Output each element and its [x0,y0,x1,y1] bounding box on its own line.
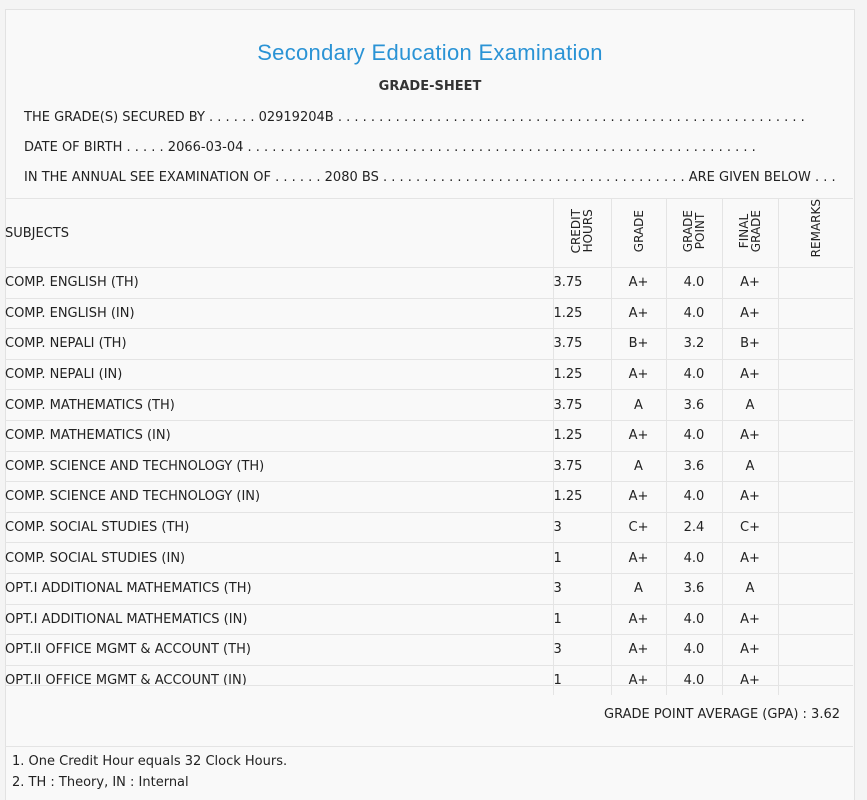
grade-cell: A+ [611,543,666,574]
grade-point-cell: 3.6 [666,390,722,421]
table-row [5,543,853,574]
remarks-cell [778,512,853,543]
grade-cell: C+ [611,512,666,543]
final-grade-cell: A [722,573,778,604]
grade-point-cell: 4.0 [666,420,722,451]
final-grade-cell: A+ [722,604,778,635]
subject-cell: COMP. SCIENCE AND TECHNOLOGY (IN) [5,482,553,513]
credit-hours-cell: 1.25 [553,420,611,451]
subject-cell: COMP. SOCIAL STUDIES (TH) [5,512,553,543]
remarks-cell [778,635,853,666]
grade-point-cell: 2.4 [666,512,722,543]
remarks-cell [778,604,853,635]
table-row [5,268,853,299]
subject-cell: OPT.II OFFICE MGMT & ACCOUNT (TH) [5,635,553,666]
subject-cell: COMP. ENGLISH (TH) [5,268,553,299]
final-grade-cell: A+ [722,359,778,390]
remarks-cell [778,451,853,482]
grade-cell: A+ [611,359,666,390]
header-grade-point: GRADE POINT [666,199,722,268]
remarks-cell [778,390,853,421]
credit-hours-cell: 3.75 [553,390,611,421]
grade-cell: A [611,451,666,482]
grade-cell: A+ [611,635,666,666]
final-grade-cell: A+ [722,268,778,299]
final-grade-cell: A+ [722,482,778,513]
final-grade-cell: A+ [722,635,778,666]
table-row [5,512,853,543]
subject-cell: COMP. SOCIAL STUDIES (IN) [5,543,553,574]
credit-hours-cell: 3 [553,512,611,543]
grade-cell: A+ [611,604,666,635]
final-grade-cell: A [722,390,778,421]
remarks-cell [778,420,853,451]
table-row [5,482,853,513]
grade-sheet-heading: GRADE-SHEET [378,79,482,94]
remarks-cell [778,298,853,329]
grade-cell: A+ [611,298,666,329]
grade-point-cell: 4.0 [666,482,722,513]
final-grade-cell: B+ [722,329,778,360]
subject-cell: COMP. NEPALI (TH) [5,329,553,360]
grade-point-cell: 4.0 [666,604,722,635]
table-row [5,420,853,451]
grade-point-cell: 3.2 [666,329,722,360]
subject-cell: COMP. MATHEMATICS (IN) [5,420,553,451]
credit-hours-cell: 3 [553,635,611,666]
credit-hours-cell: 1.25 [553,359,611,390]
credit-hours-cell: 3.75 [553,451,611,482]
header-credit-hours: CREDIT HOURS [553,199,611,268]
grade-point-cell: 3.6 [666,573,722,604]
subject-cell: OPT.I ADDITIONAL MATHEMATICS (TH) [5,573,553,604]
remarks-cell [778,482,853,513]
grade-point-cell: 4.0 [666,635,722,666]
subject-cell: COMP. MATHEMATICS (TH) [5,390,553,421]
credit-hours-cell: 1 [553,543,611,574]
header-remarks: REMARKS [778,199,853,268]
final-grade-cell: C+ [722,512,778,543]
grade-point-cell: 4.0 [666,359,722,390]
remarks-cell [778,543,853,574]
subject-cell: OPT.I ADDITIONAL MATHEMATICS (IN) [5,604,553,635]
remarks-cell [778,329,853,360]
credit-hours-cell: 1.25 [553,482,611,513]
gpa-row [5,685,853,747]
table-header-row [5,199,853,268]
table-row [5,451,853,482]
credit-hours-cell: 3.75 [553,329,611,360]
remarks-cell [778,573,853,604]
remarks-cell [778,268,853,299]
grade-point-cell: 4.0 [666,268,722,299]
table-row [5,635,853,666]
grade-point-cell: 4.0 [666,298,722,329]
grade-cell: A [611,390,666,421]
header-subjects: SUBJECTS [5,199,553,268]
grade-cell: A+ [611,665,666,695]
grade-cell: B+ [611,329,666,360]
final-grade-cell: A+ [722,665,778,695]
table-row [5,359,853,390]
final-grade-cell: A+ [722,298,778,329]
grade-point-cell: 4.0 [666,543,722,574]
subject-cell: COMP. NEPALI (IN) [5,359,553,390]
note-credit-hour: 1. One Credit Hour equals 32 Clock Hours. [12,754,288,769]
date-of-birth-line: DATE OF BIRTH . . . . . 2066-03-04 . . . . . . . . . . . . . . . . . . . . . . . . . . . . . . . . . . . . . . . . . . . . . . . . . . . . . . . . . . . . . . [24,140,756,155]
grade-cell: A+ [611,482,666,513]
credit-hours-cell: 1.25 [553,298,611,329]
secured-by-line: THE GRADE(S) SECURED BY . . . . . . 02919204B . . . . . . . . . . . . . . . . . . . . . . . . . . . . . . . . . . . . . . . . . . . . . . . . . . . . . . . . . [24,110,805,125]
table-row [5,573,853,604]
credit-hours-cell: 1 [553,604,611,635]
note-abbreviations: 2. TH : Theory, IN : Internal [12,775,189,790]
final-grade-cell: A+ [722,543,778,574]
final-grade-cell: A [722,451,778,482]
credit-hours-cell: 1 [553,665,611,695]
grade-point-cell: 4.0 [666,665,722,695]
grade-point-cell: 3.6 [666,451,722,482]
credit-hours-cell: 3.75 [553,268,611,299]
remarks-cell [778,359,853,390]
grade-cell: A [611,573,666,604]
credit-hours-cell: 3 [553,573,611,604]
grade-cell: A+ [611,420,666,451]
gpa-value: GRADE POINT AVERAGE (GPA) : 3.62 [604,707,840,722]
header-grade: GRADE [611,199,666,268]
examination-line: IN THE ANNUAL SEE EXAMINATION OF . . . . . . 2080 BS . . . . . . . . . . . . . . . . . . . . . . . . . . . . . . . . . . . . . ARE GIVEN BELOW . . . [24,170,836,185]
grades-table [5,198,853,695]
header-final-grade: FINAL GRADE [722,199,778,268]
subject-cell: OPT.II OFFICE MGMT & ACCOUNT (IN) [5,665,553,695]
table-row [5,329,853,360]
table-row [5,298,853,329]
subject-cell: COMP. SCIENCE AND TECHNOLOGY (TH) [5,451,553,482]
table-row [5,390,853,421]
table-row [5,604,853,635]
grade-cell: A+ [611,268,666,299]
final-grade-cell: A+ [722,420,778,451]
subject-cell: COMP. ENGLISH (IN) [5,298,553,329]
exam-title: Secondary Education Examination [257,40,603,65]
